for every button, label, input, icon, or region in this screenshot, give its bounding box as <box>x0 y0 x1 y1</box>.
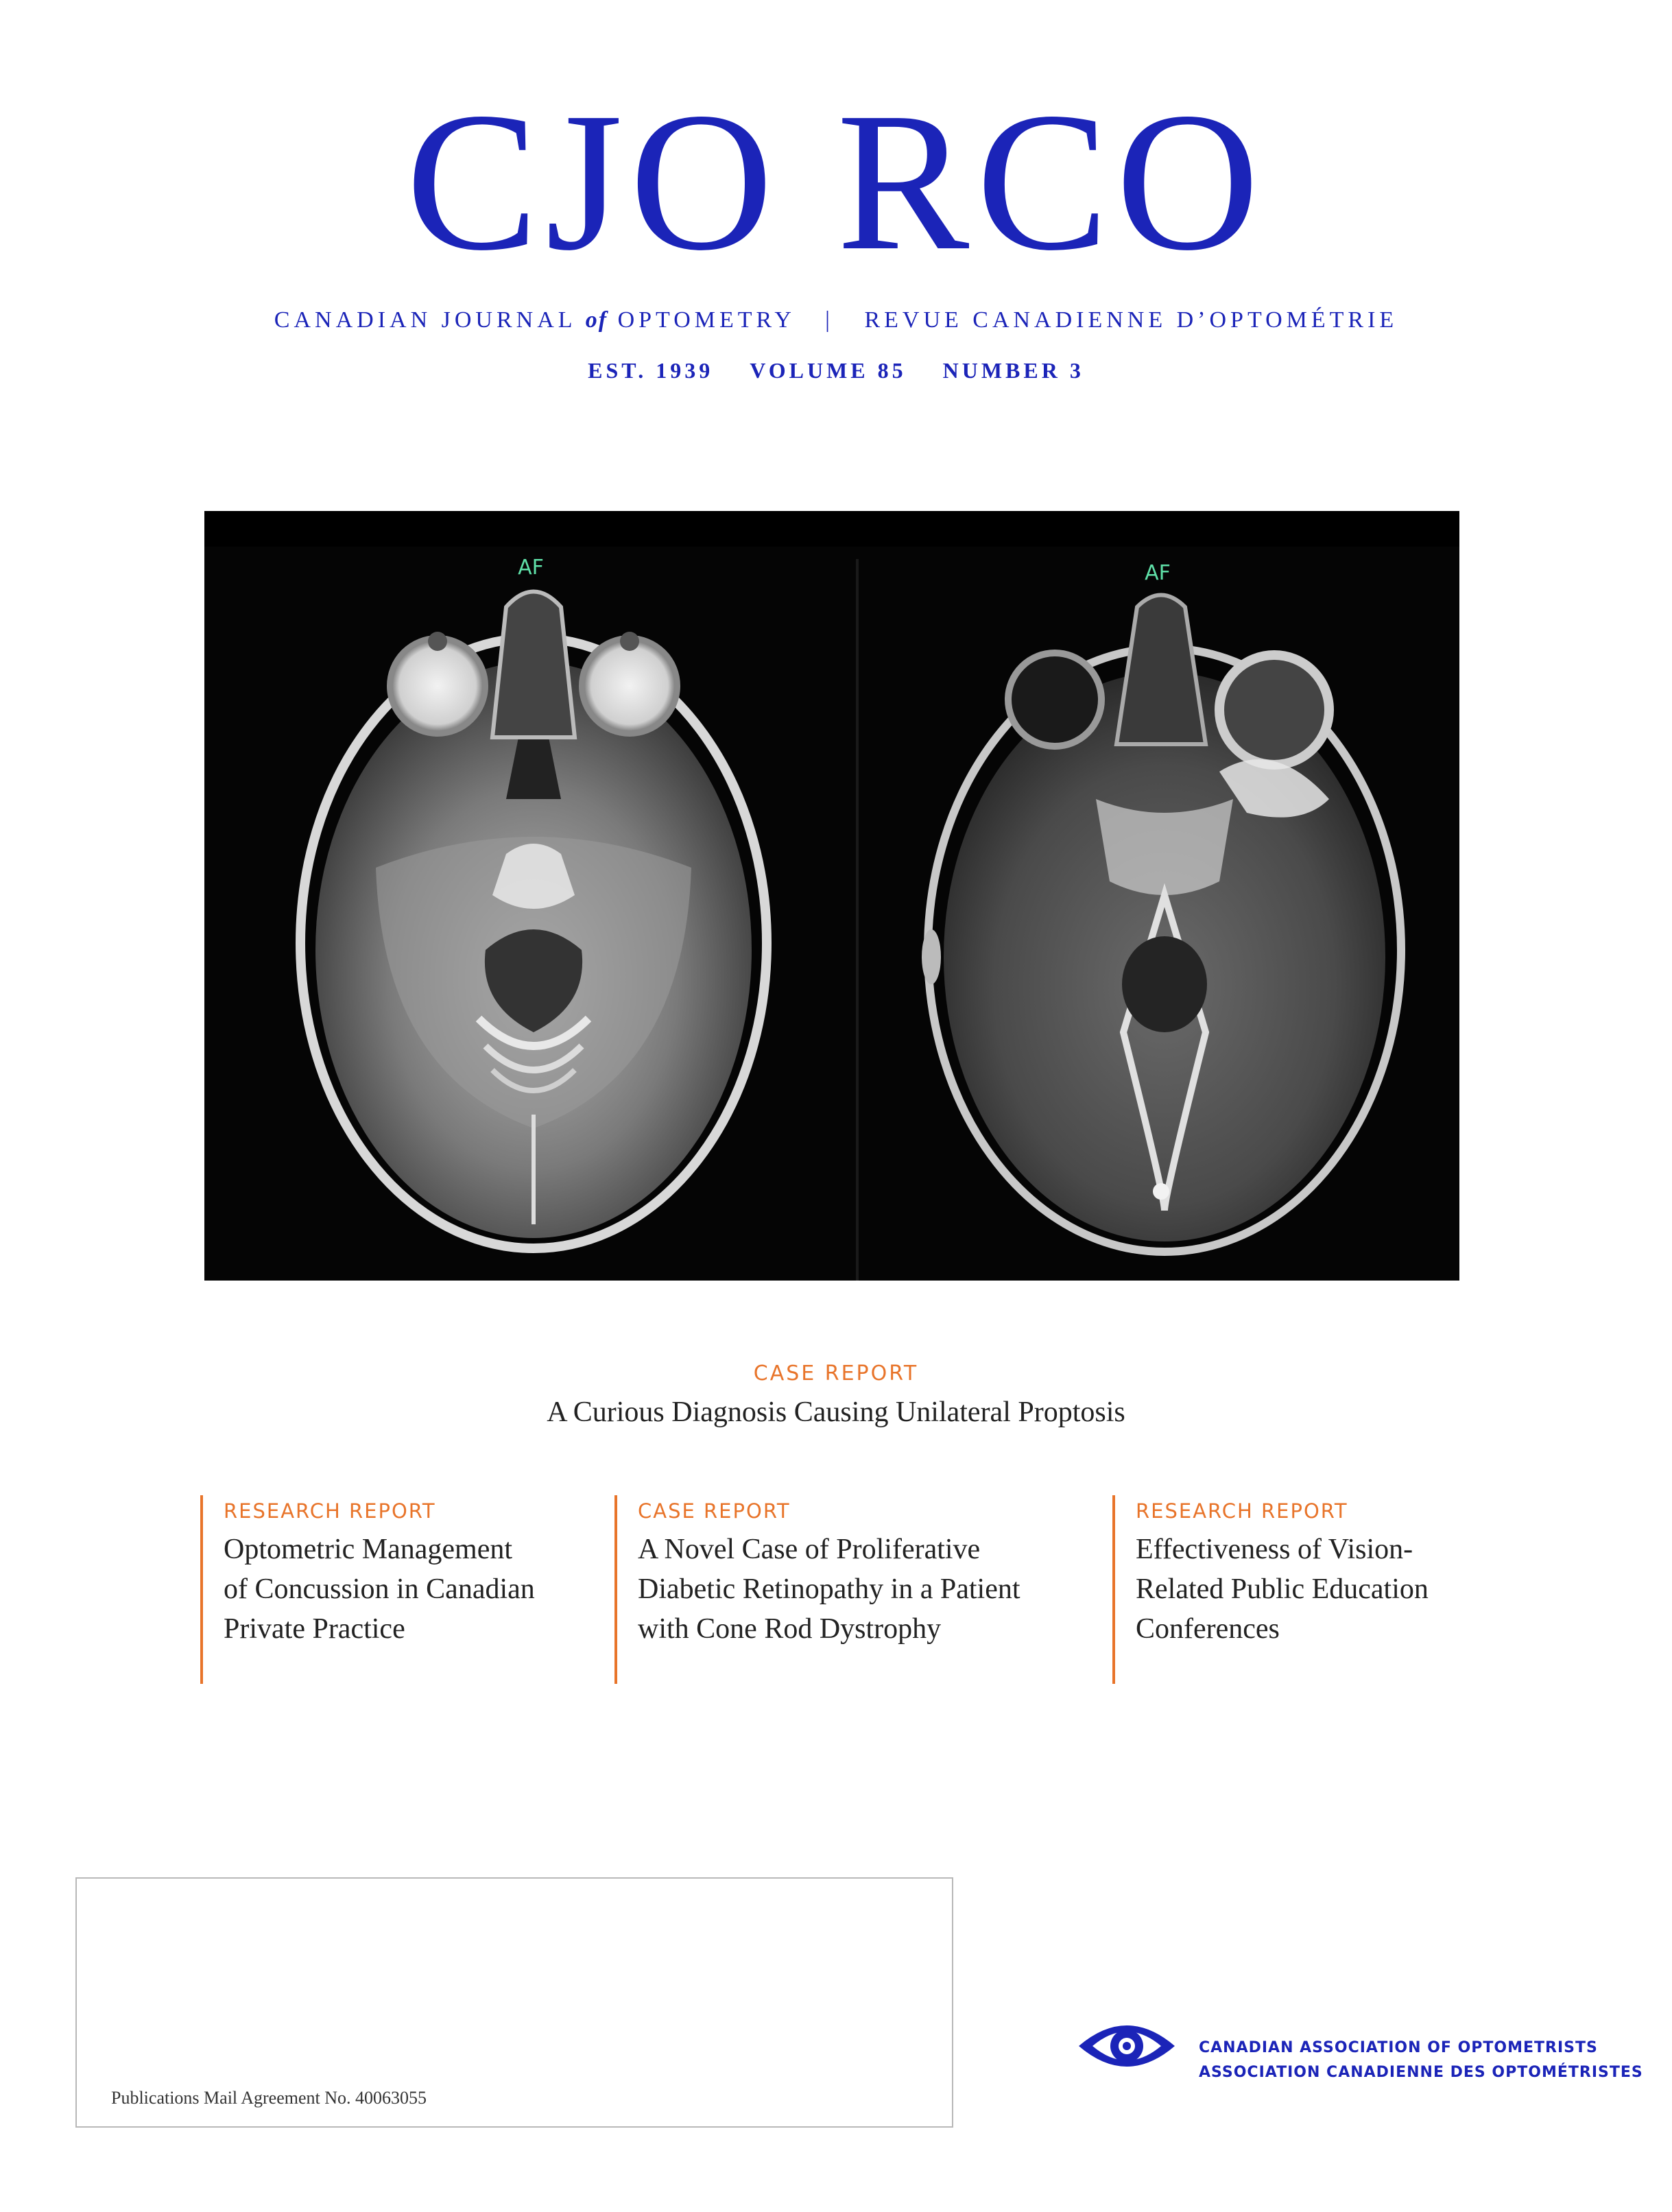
right-scan-label: AF <box>1145 561 1171 585</box>
article-column-2 <box>614 1495 1022 1684</box>
issue-info <box>0 358 1672 383</box>
publications-mail-agreement: Publications Mail Agreement No. 40063055 <box>111 2088 427 2108</box>
subtitle-en-pre: CANADIAN JOURNAL <box>274 307 576 333</box>
mailing-label-box <box>75 1877 953 2128</box>
article-title <box>638 1530 1063 1649</box>
mri-scans <box>204 511 1459 1281</box>
journal-masthead: CJO RCO <box>405 71 1267 292</box>
article-title <box>1136 1530 1561 1649</box>
volume-number: VOLUME 85 <box>750 358 907 383</box>
association-name-fr: ASSOCIATION CANADIENNE DES OPTOMÉTRISTES <box>1199 2064 1643 2081</box>
feature-article-kicker: CASE REPORT <box>753 1361 919 1386</box>
article-kicker: RESEARCH REPORT <box>224 1499 436 1523</box>
article-title-line: Diabetic Retinopathy in a Patient <box>638 1573 1020 1605</box>
subtitle-separator: | <box>825 307 834 333</box>
left-scan-label: AF <box>518 556 544 580</box>
article-kicker: CASE REPORT <box>638 1499 791 1523</box>
association-name-en: CANADIAN ASSOCIATION OF OPTOMETRISTS <box>1199 2039 1598 2056</box>
article-title-line: Related Public Education <box>1136 1573 1429 1605</box>
subtitle-en-of: of <box>585 307 608 333</box>
article-title-line: Conferences <box>1136 1613 1280 1645</box>
article-title-line: of Concussion in Canadian <box>224 1573 535 1605</box>
article-title <box>224 1530 649 1649</box>
article-column-1 <box>200 1495 608 1684</box>
article-title-line: Effectiveness of Vision- <box>1136 1534 1413 1565</box>
eye-logo-icon <box>1075 2012 1178 2080</box>
subtitle-fr: REVUE CANADIENNE D’OPTOMÉTRIE <box>864 307 1398 333</box>
association-name <box>1199 2036 1643 2085</box>
article-column-3 <box>1112 1495 1520 1684</box>
established-year: EST. 1939 <box>588 358 714 383</box>
subtitle-en-post: OPTOMETRY <box>617 307 795 333</box>
article-title-line: Optometric Management <box>224 1534 513 1565</box>
issue-number: NUMBER 3 <box>942 358 1084 383</box>
journal-subtitle <box>0 307 1672 333</box>
article-title-line: Private Practice <box>224 1613 405 1645</box>
feature-article-title: A Curious Diagnosis Causing Unilateral Proptosis <box>547 1396 1125 1428</box>
article-title-line: A Novel Case of Proliferative <box>638 1534 981 1565</box>
article-title-line: with Cone Rod Dystrophy <box>638 1613 942 1645</box>
cover-mri-image <box>204 511 1459 1281</box>
article-kicker: RESEARCH REPORT <box>1136 1499 1348 1523</box>
